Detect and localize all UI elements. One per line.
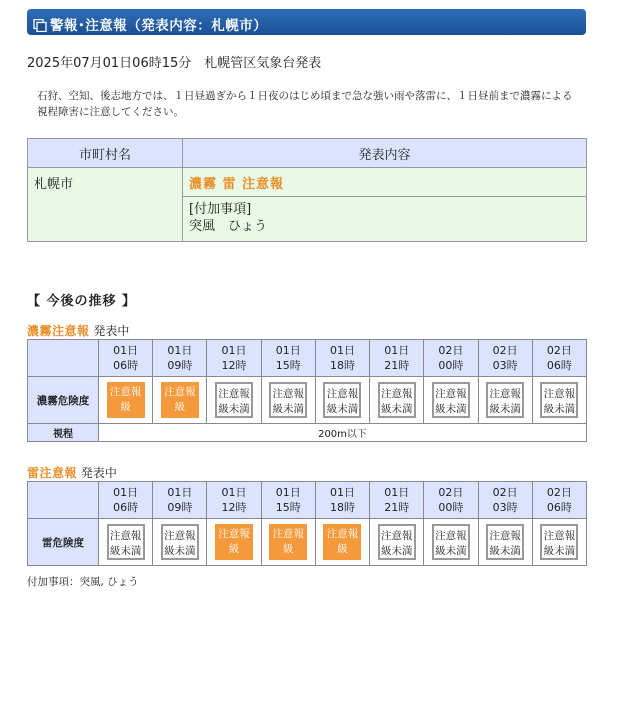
time-hour: 15時 [275, 501, 301, 514]
time-day: 01日 [384, 344, 410, 357]
city-name: 札幌市 [28, 168, 183, 242]
time-day: 01日 [275, 486, 301, 499]
time-day: 01日 [275, 344, 301, 357]
time-day: 02日 [438, 344, 464, 357]
time-day: 01日 [329, 486, 355, 499]
risk-cell [315, 377, 369, 424]
risk-cell [424, 519, 478, 566]
risk-level-badge: 注意報級 [269, 524, 307, 560]
risk-level-badge: 注意報級未満 [215, 382, 253, 418]
risk-level-badge: 注意報級未満 [486, 524, 524, 560]
area-table [27, 138, 587, 242]
risk-label: 濃霧危険度 [28, 377, 99, 424]
extra-label: [付加事項] [189, 202, 252, 217]
time-day: 01日 [329, 344, 355, 357]
document-icon [33, 19, 47, 32]
time-hour: 03時 [492, 501, 518, 514]
time-hour: 06時 [546, 359, 572, 372]
time-hour: 09時 [167, 359, 193, 372]
time-header [424, 340, 478, 377]
time-day: 02日 [492, 486, 518, 499]
time-hour: 00時 [438, 359, 464, 372]
time-header [261, 482, 315, 519]
time-header [478, 340, 532, 377]
time-day: 01日 [113, 344, 139, 357]
time-header [315, 340, 369, 377]
column-header-content: 発表内容 [183, 139, 587, 168]
time-hour: 00時 [438, 501, 464, 514]
risk-level-badge: 注意報級 [215, 524, 253, 560]
time-hour: 18時 [329, 359, 355, 372]
visibility-value: 200m以下 [99, 424, 587, 442]
time-day: 02日 [438, 486, 464, 499]
time-hour: 21時 [384, 501, 410, 514]
risk-level-badge: 注意報級未満 [107, 524, 145, 560]
forecast-status: 発表中 [93, 324, 130, 338]
risk-level-badge: 注意報級 [107, 382, 145, 418]
risk-cell [99, 377, 153, 424]
summary-text: 石狩、空知、後志地方では、１日昼過ぎから１日夜のはじめ頃まで急な強い雨や落雷に、１日昼前まで濃霧による視程障害に注意してください。 [37, 90, 573, 118]
risk-cell [153, 377, 207, 424]
forecast-title [27, 464, 117, 481]
time-day: 02日 [546, 344, 572, 357]
risk-label: 雷危険度 [28, 519, 99, 566]
time-hour: 03時 [492, 359, 518, 372]
warning-list[interactable]: 濃霧 雷 注意報 [189, 177, 285, 192]
warning-list-cell [183, 168, 587, 197]
risk-level-badge: 注意報級未満 [323, 382, 361, 418]
risk-cell [99, 519, 153, 566]
section-title: 【 今後の推移 】 [27, 294, 137, 309]
forecast-name[interactable]: 濃霧注意報 [27, 324, 90, 338]
risk-level-badge: 注意報級未満 [540, 524, 578, 560]
time-header [532, 482, 586, 519]
extra-value: 突風 ひょう [189, 219, 268, 234]
forecast-title [27, 322, 129, 339]
time-day: 02日 [492, 344, 518, 357]
risk-cell [261, 377, 315, 424]
risk-cell [370, 377, 424, 424]
risk-level-badge: 注意報級未満 [378, 382, 416, 418]
risk-cell [478, 377, 532, 424]
time-header [153, 340, 207, 377]
time-day: 02日 [546, 486, 572, 499]
risk-cell [207, 377, 261, 424]
time-header [370, 340, 424, 377]
risk-cell [424, 377, 478, 424]
time-header [261, 340, 315, 377]
risk-cell [370, 519, 424, 566]
header-blank [28, 482, 99, 519]
column-header-city: 市町村名 [28, 139, 183, 168]
time-header [370, 482, 424, 519]
forecast-table [27, 481, 587, 566]
time-hour: 09時 [167, 501, 193, 514]
risk-level-badge: 注意報級未満 [378, 524, 416, 560]
time-day: 01日 [384, 486, 410, 499]
time-day: 01日 [167, 344, 193, 357]
page-title-bar [27, 9, 586, 35]
time-day: 01日 [221, 344, 247, 357]
time-hour: 18時 [329, 501, 355, 514]
risk-level-badge: 注意報級未満 [269, 382, 307, 418]
risk-level-badge: 注意報級未満 [486, 382, 524, 418]
time-hour: 15時 [275, 359, 301, 372]
risk-level-badge: 注意報級未満 [432, 524, 470, 560]
risk-cell [532, 519, 586, 566]
time-header [478, 482, 532, 519]
risk-level-badge: 注意報級未満 [161, 524, 199, 560]
time-hour: 06時 [546, 501, 572, 514]
time-header [99, 482, 153, 519]
risk-cell [478, 519, 532, 566]
time-header [207, 340, 261, 377]
time-header [532, 340, 586, 377]
time-header [99, 340, 153, 377]
time-hour: 06時 [113, 359, 139, 372]
forecast-table [27, 339, 587, 442]
time-hour: 06時 [113, 501, 139, 514]
risk-level-badge: 注意報級 [323, 524, 361, 560]
time-day: 01日 [167, 486, 193, 499]
forecast-name[interactable]: 雷注意報 [27, 466, 78, 480]
time-day: 01日 [113, 486, 139, 499]
header-blank [28, 340, 99, 377]
time-header [315, 482, 369, 519]
extra-info [183, 197, 587, 242]
risk-cell [153, 519, 207, 566]
time-day: 01日 [221, 486, 247, 499]
risk-cell [315, 519, 369, 566]
risk-level-badge: 注意報級未満 [540, 382, 578, 418]
risk-level-badge: 注意報級未満 [432, 382, 470, 418]
risk-cell [261, 519, 315, 566]
time-hour: 12時 [221, 359, 247, 372]
footnote: 付加事項：突風, ひょう [27, 576, 139, 588]
time-header [153, 482, 207, 519]
announcement-time: 2025年07月01日06時15分 札幌管区気象台発表 [27, 56, 322, 71]
risk-level-badge: 注意報級 [161, 382, 199, 418]
risk-cell [532, 377, 586, 424]
time-header [424, 482, 478, 519]
time-header [207, 482, 261, 519]
time-hour: 12時 [221, 501, 247, 514]
forecast-status: 発表中 [80, 466, 117, 480]
visibility-label: 視程 [28, 424, 99, 442]
risk-cell [207, 519, 261, 566]
page-title: 警報･注意報（発表内容：札幌市） [50, 18, 268, 34]
time-hour: 21時 [384, 359, 410, 372]
